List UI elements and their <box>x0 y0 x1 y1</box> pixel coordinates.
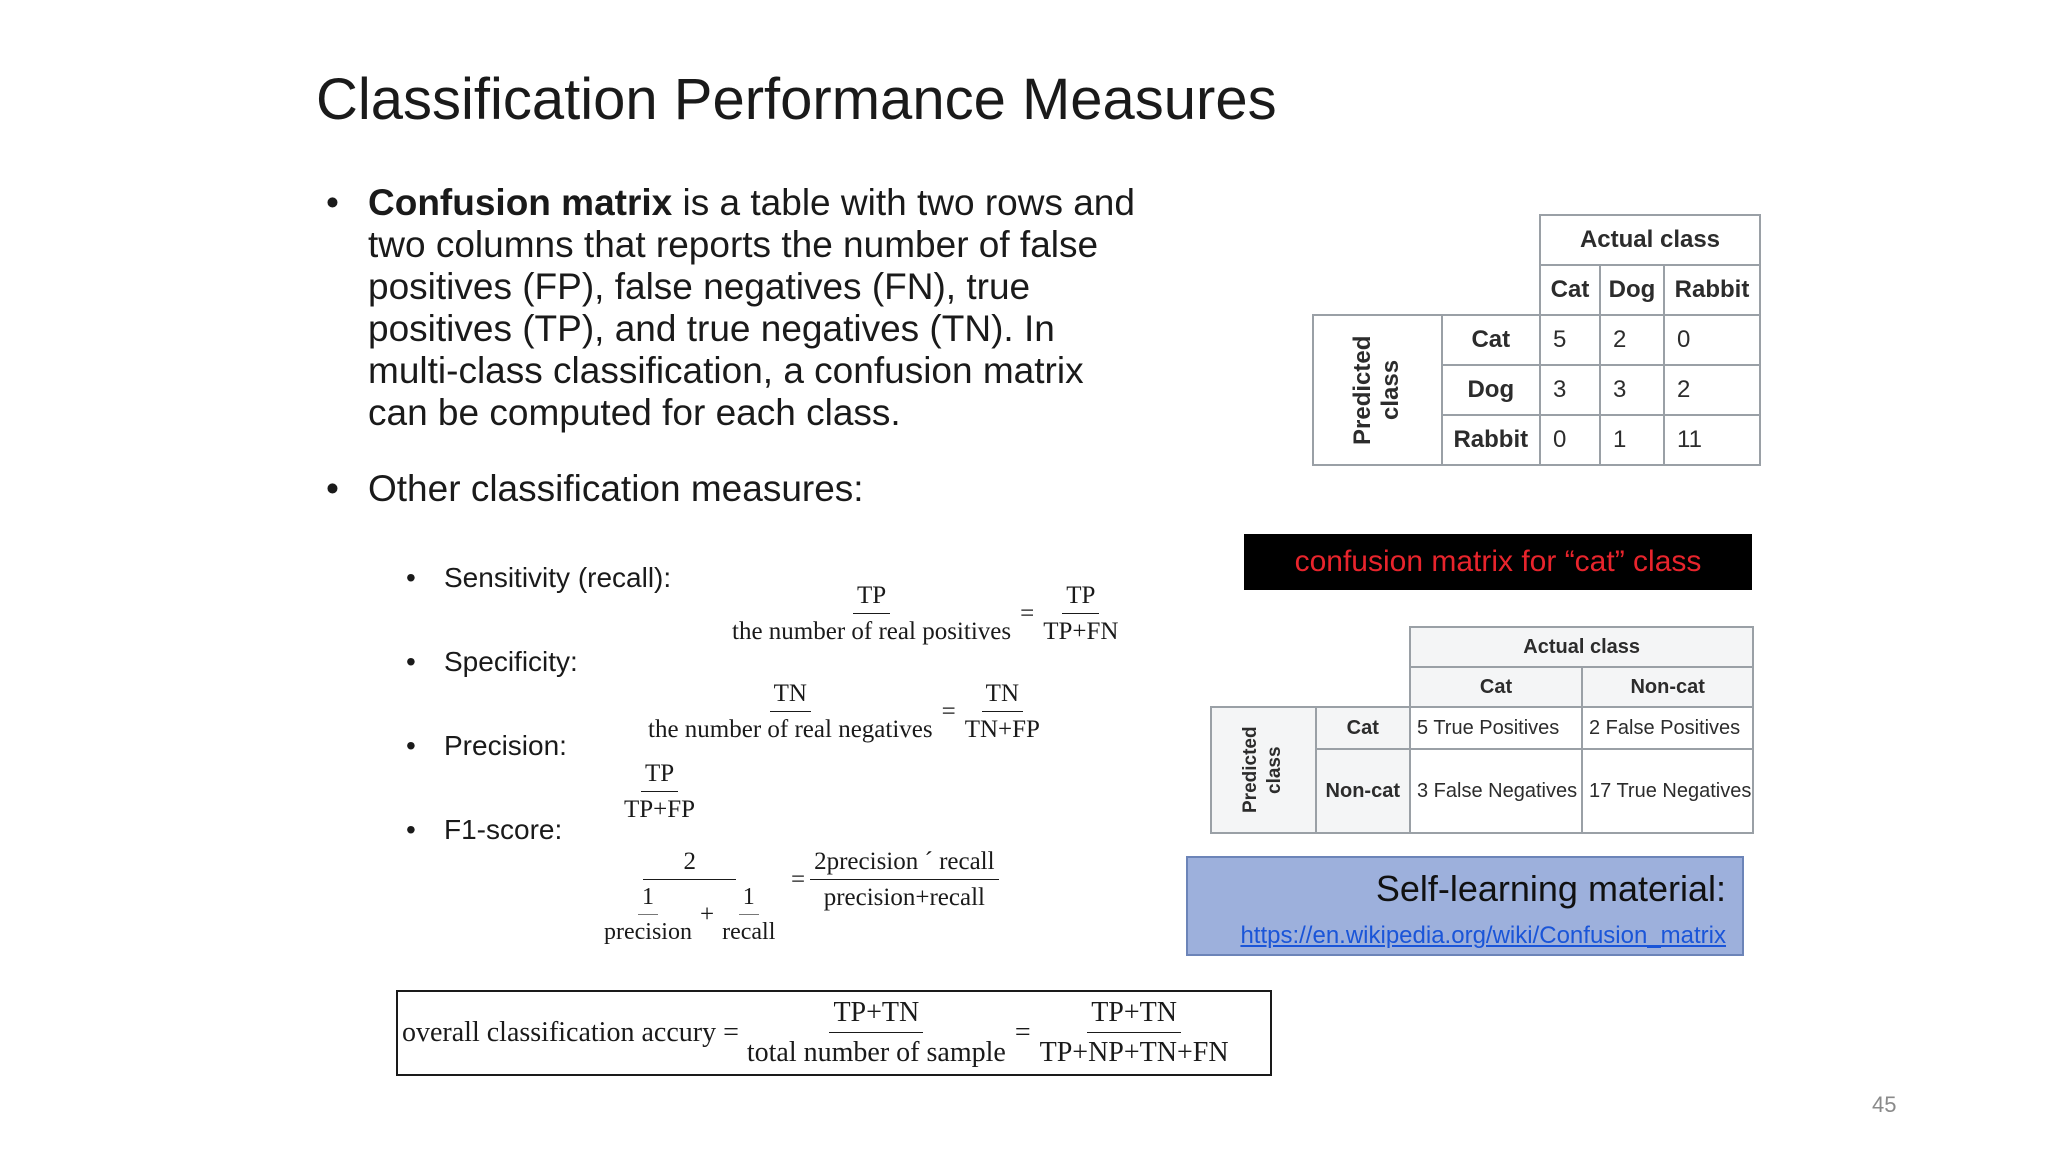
bullet-line: positives (FP), false negatives (FN), true <box>368 266 1031 307</box>
numerator: TP <box>853 582 890 614</box>
column-header: Dog <box>1600 265 1664 315</box>
matrix-cell: 2 <box>1600 315 1664 365</box>
numerator: 2precision ´ recall <box>810 848 998 880</box>
fraction <box>718 884 779 946</box>
numerator: TN <box>770 680 811 712</box>
denominator <box>596 880 783 946</box>
wikipedia-link[interactable]: https://en.wikipedia.org/wiki/Confusion_matrix <box>1240 922 1726 949</box>
matrix-cell: 2 <box>1664 365 1760 415</box>
denominator: TN+FP <box>964 716 1040 743</box>
numerator: TP+TN <box>1087 997 1181 1033</box>
denominator: precision+recall <box>823 884 985 911</box>
confusion-matrix-cat <box>1210 626 1754 834</box>
bullet-line: multi-class classification, a confusion matrix <box>368 350 1084 391</box>
row-header: Non-cat <box>1316 749 1410 833</box>
accuracy-fraction-wrap <box>739 997 1233 1069</box>
bullet-dot: • <box>326 182 339 223</box>
cat-class-banner <box>1244 534 1752 590</box>
fraction <box>600 884 696 946</box>
numerator: TP+TN <box>829 997 923 1033</box>
fraction <box>644 680 937 744</box>
bullet-bold-term: Confusion matrix <box>368 182 673 223</box>
f1-formula <box>596 848 783 946</box>
matrix-cell: 0 <box>1540 415 1600 465</box>
fraction <box>961 680 1044 744</box>
matrix-cell: 17 True Negatives <box>1582 749 1753 833</box>
self-learning-title: Self-learning material: <box>1375 868 1726 909</box>
predicted-class-label <box>1313 315 1442 465</box>
page-number: 45 <box>1872 1092 1897 1117</box>
bullet-dot: • <box>406 730 416 761</box>
column-header: Cat <box>1410 667 1582 707</box>
measure-label: Precision: <box>444 730 567 761</box>
denominator: recall <box>722 919 776 945</box>
denominator: TP+FP <box>624 796 696 823</box>
bullet-dot: • <box>326 468 339 509</box>
actual-class-header: Actual class <box>1410 627 1753 667</box>
equals-sign: = <box>1014 1017 1031 1048</box>
denominator: the number of real positives <box>732 618 1012 645</box>
bullet-line: is a table with two rows and <box>672 182 1135 223</box>
column-header: Cat <box>1540 265 1600 315</box>
predicted-class-text: Predicted class <box>1240 726 1286 814</box>
numerator: 2 <box>643 848 736 880</box>
numerator: TP <box>641 760 678 792</box>
measure-label: F1-score: <box>444 814 563 845</box>
matrix-cell: 11 <box>1664 415 1760 465</box>
predicted-class-label <box>1211 707 1316 833</box>
precision-formula <box>620 760 699 824</box>
sensitivity-formula <box>728 582 1122 646</box>
blank-cell <box>1211 627 1410 667</box>
row-header: Dog <box>1442 365 1540 415</box>
equals-sign: = <box>1020 600 1035 627</box>
bullet-line: positives (TP), and true negatives (TN). In <box>368 308 1055 349</box>
plus-sign: + <box>699 901 715 928</box>
main-bullets <box>326 182 1206 510</box>
matrix-cell: 1 <box>1600 415 1664 465</box>
numerator: 1 <box>739 884 759 915</box>
matrix-cell: 3 False Negatives <box>1410 749 1582 833</box>
bullet-dot: • <box>406 646 416 677</box>
denominator: total number of sample <box>746 1037 1006 1068</box>
fraction <box>728 582 1015 646</box>
fraction <box>596 848 783 946</box>
self-learning-box <box>1186 856 1744 956</box>
measure-label: Sensitivity (recall): <box>444 562 672 593</box>
row-header: Cat <box>1316 707 1410 749</box>
blank-cell <box>1211 667 1410 707</box>
specificity-formula <box>644 680 1044 744</box>
denominator: the number of real negatives <box>648 716 933 743</box>
blank-cell <box>1313 265 1540 315</box>
row-header: Cat <box>1442 315 1540 365</box>
fraction <box>810 848 998 912</box>
blank-cell <box>1313 215 1540 265</box>
column-header: Rabbit <box>1664 265 1760 315</box>
predicted-class-text: Predicted class <box>1349 335 1405 445</box>
numerator: 1 <box>638 884 658 915</box>
bullet-confusion-matrix <box>326 182 1206 434</box>
matrix-cell: 0 <box>1664 315 1760 365</box>
fraction <box>620 760 699 824</box>
column-header: Non-cat <box>1582 667 1753 707</box>
fraction <box>1036 997 1233 1069</box>
matrix-cell: 2 False Positives <box>1582 707 1753 749</box>
fraction <box>1039 582 1122 646</box>
measure-label: Specificity: <box>444 646 578 677</box>
equals-sign: = <box>791 866 806 893</box>
numerator: TN <box>982 680 1023 712</box>
equals-sign: = <box>941 698 956 725</box>
bullet-dot: • <box>406 562 416 593</box>
confusion-matrix-multiclass <box>1312 214 1761 466</box>
accuracy-formula-box <box>396 990 1272 1076</box>
matrix-cell: 3 <box>1540 365 1600 415</box>
matrix-cell: 3 <box>1600 365 1664 415</box>
slide-title: Classification Performance Measures <box>316 67 1277 132</box>
matrix-cell: 5 True Positives <box>1410 707 1582 749</box>
bullet-other-measures <box>326 468 1206 510</box>
actual-class-header: Actual class <box>1540 215 1760 265</box>
bullet-line: two columns that reports the number of false <box>368 224 1099 265</box>
numerator: TP <box>1062 582 1099 614</box>
bullet-text: Other classification measures: <box>368 468 864 509</box>
denominator: precision <box>604 919 692 945</box>
row-header: Rabbit <box>1442 415 1540 465</box>
banner-text: confusion matrix for “cat” class <box>1294 545 1702 578</box>
bullet-line: can be computed for each class. <box>368 392 901 433</box>
denominator: TP+FN <box>1043 618 1119 645</box>
accuracy-label: overall classification accury = <box>402 1017 739 1048</box>
matrix-cell: 5 <box>1540 315 1600 365</box>
bullet-dot: • <box>406 814 416 845</box>
fraction <box>743 997 1010 1069</box>
denominator: TP+NP+TN+FN <box>1039 1037 1229 1068</box>
f1-formula-rhs <box>786 848 999 912</box>
